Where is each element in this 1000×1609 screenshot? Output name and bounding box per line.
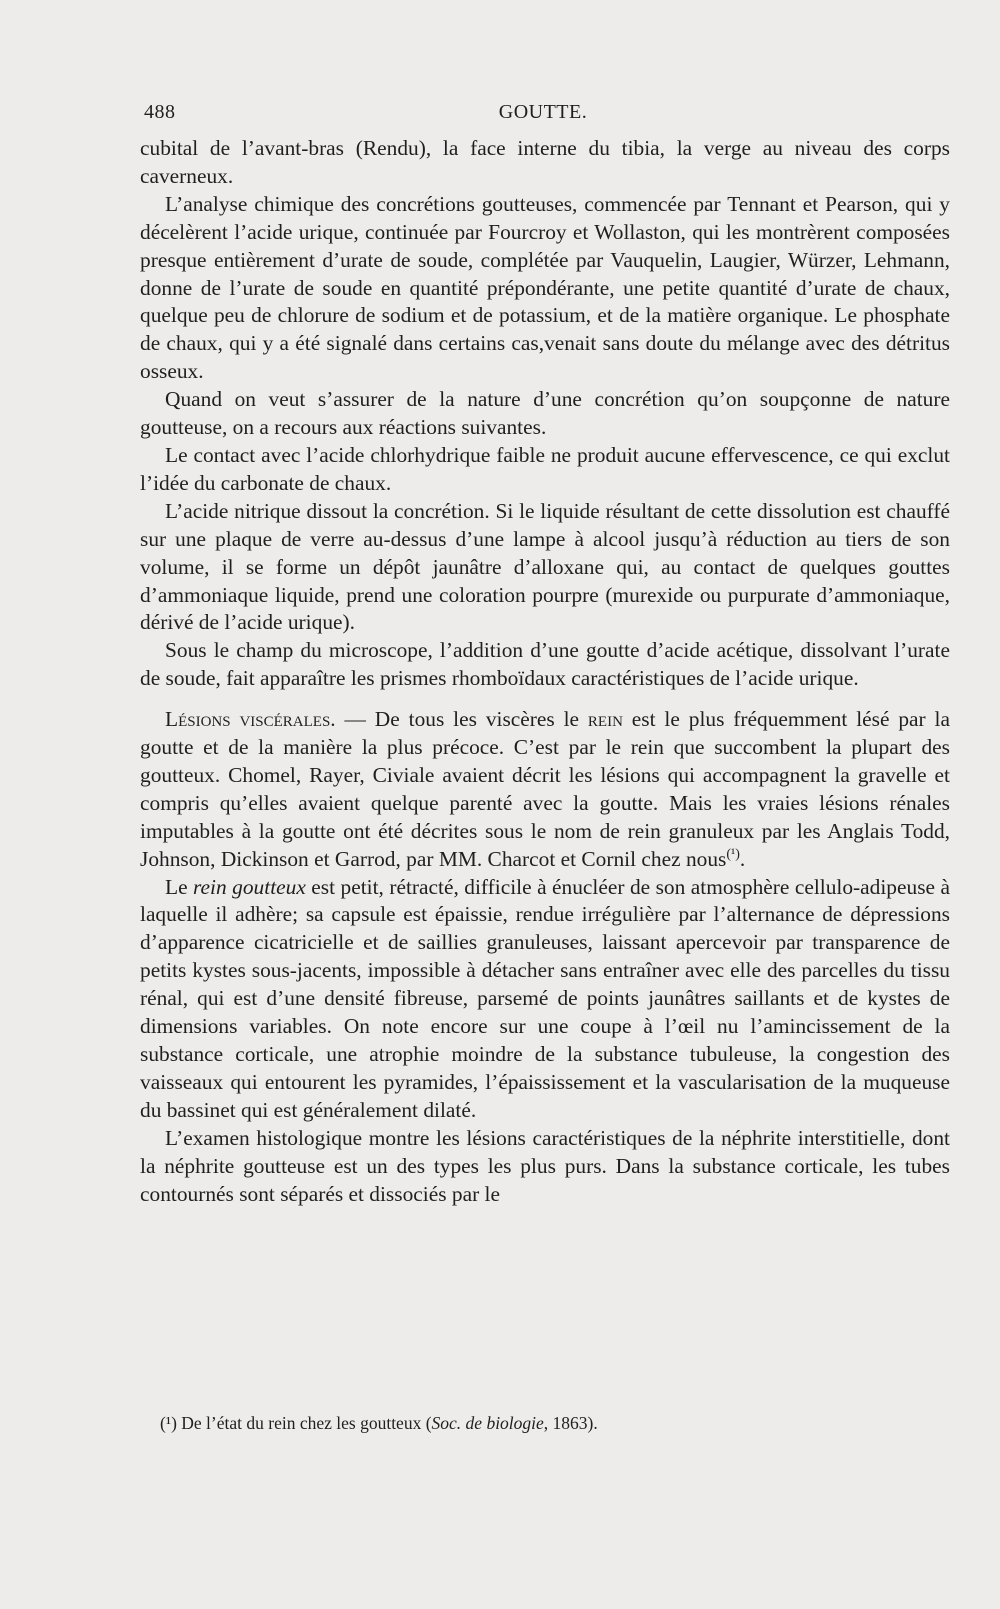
footnote-marker: (¹) bbox=[160, 1413, 177, 1433]
paragraph: L’examen histologique montre les lésions caractéristiques de la néphrite interstitielle, dont la néphrite goutteuse est un des types les plus purs. Dans la substance corticale, les tubes contournés sont séparés et dissociés par le bbox=[140, 1125, 950, 1206]
section-keyword: rein bbox=[587, 707, 623, 732]
paragraph: L’acide nitrique dissout la concrétion. Si le liquide résultant de cette dissolution est chauffé sur une plaque de verre au-dessus d’une lampe à alcool jusqu’à réduction au tiers de son volume, il se forme un dépôt jaunâtre d’alloxane qui, au contact de quelques gouttes d’ammoniaque liquide, prend une coloration pourpre (murexide ou purpurate d’ammoniaque, dérivé de l’acide urique). bbox=[140, 498, 950, 635]
paragraph: Sous le champ du microscope, l’addition d’une goutte d’acide acétique, dissolvant l’urate de soude, fait apparaître les prismes rhomboïdaux caractéristiques de l’acide urique. bbox=[140, 638, 950, 691]
section-text: est le plus fréquemment lésé par la goutte et de la manière la plus précoce. C’est par le rein que succombent la plupart des goutteux. Chomel, Rayer, Civiale avaient décrit les lésions qui accompagnent la gravelle et compris qu’elles avaient quelque parenté avec la goutte. Mais les vraies lésions rénales imputables à la goutte ont été décrites sous le nom de rein granuleux par les Anglais Todd, Johnson, Dickinson et Garrod, par MM. Charcot et Cornil chez nous bbox=[140, 707, 950, 871]
paragraph: Quand on veut s’assurer de la nature d’une concrétion qu’on soupçonne de nature goutteuse, on a recours aux réactions suivantes. bbox=[140, 387, 950, 440]
section-heading: Lésions viscérales. bbox=[165, 707, 336, 732]
footnote bbox=[160, 1412, 940, 1434]
section-text: . bbox=[739, 846, 746, 871]
page-number: 488 bbox=[144, 101, 176, 123]
running-title: GOUTTE. bbox=[498, 101, 588, 123]
paragraph: cubital de l’avant-bras (Rendu), la face interne du tibia, la verge au niveau des corps caverneux. bbox=[140, 136, 950, 188]
paragraph-text: est petit, rétracté, difficile à énucléer de son atmosphère cellulo-adipeuse à laquelle il adhère; sa capsule est épaissie, rendue irrégulière par l’alternance de dépressions d’apparence cicatricielle et de saillies granuleuses, laissant apercevoir par transparence de petits kystes sous-jacents, impossible à détacher sans entraîner avec elle des parcelles du tissu rénal, qui est d’une densité fibreuse, parsemé de points jaunâtres saillants et de kystes de dimensions variables. On note encore sur une coupe à l’œil nu l’amincissement de la substance corticale, une atrophie moindre de la substance tubuleuse, la congestion des vaisseaux qui entourent les pyramides, l’épaississement et la vascularisation de la muqueuse du bassinet qui est généralement dilaté. bbox=[140, 874, 950, 1122]
paragraph: Le contact avec l’acide chlorhydrique faible ne produit aucune effervescence, ce qui exclut l’idée du carbonate de chaux. bbox=[140, 442, 950, 495]
section-text: — De tous les viscères le bbox=[335, 707, 588, 732]
footnote-reference[interactable]: (¹) bbox=[726, 846, 740, 862]
paragraph: L’analyse chimique des concrétions goutteuses, commencée par Tennant et Pearson, qui y décelèrent l’acide urique, continuée par Fourcroy et Wollaston, qui les montrèrent composées presque entièrement d’urate de soude, complétée par Vauquelin, Laugier, Würzer, Lehmann, donne de l’urate de soude en quantité prépondérante, une petite quantité d’urate de chaux, quelque peu de chlorure de sodium et de potassium, et de la matière organique. Le phosphate de chaux, qui y a été signalé dans certains cas,venait sans doute du mélange avec des détritus osseux. bbox=[140, 191, 950, 384]
paragraph-rein-goutteux bbox=[140, 874, 950, 1125]
footnote-text: De l’état du rein chez les goutteux ( bbox=[176, 1413, 432, 1433]
italic-term: rein goutteux bbox=[193, 874, 306, 899]
footnote-source: Soc. de biologie bbox=[431, 1413, 544, 1433]
paragraph-text: Le bbox=[165, 874, 194, 899]
body-text bbox=[140, 135, 950, 1208]
section-visceral-lesions bbox=[140, 706, 950, 873]
footnote-text: , 1863). bbox=[543, 1413, 598, 1433]
